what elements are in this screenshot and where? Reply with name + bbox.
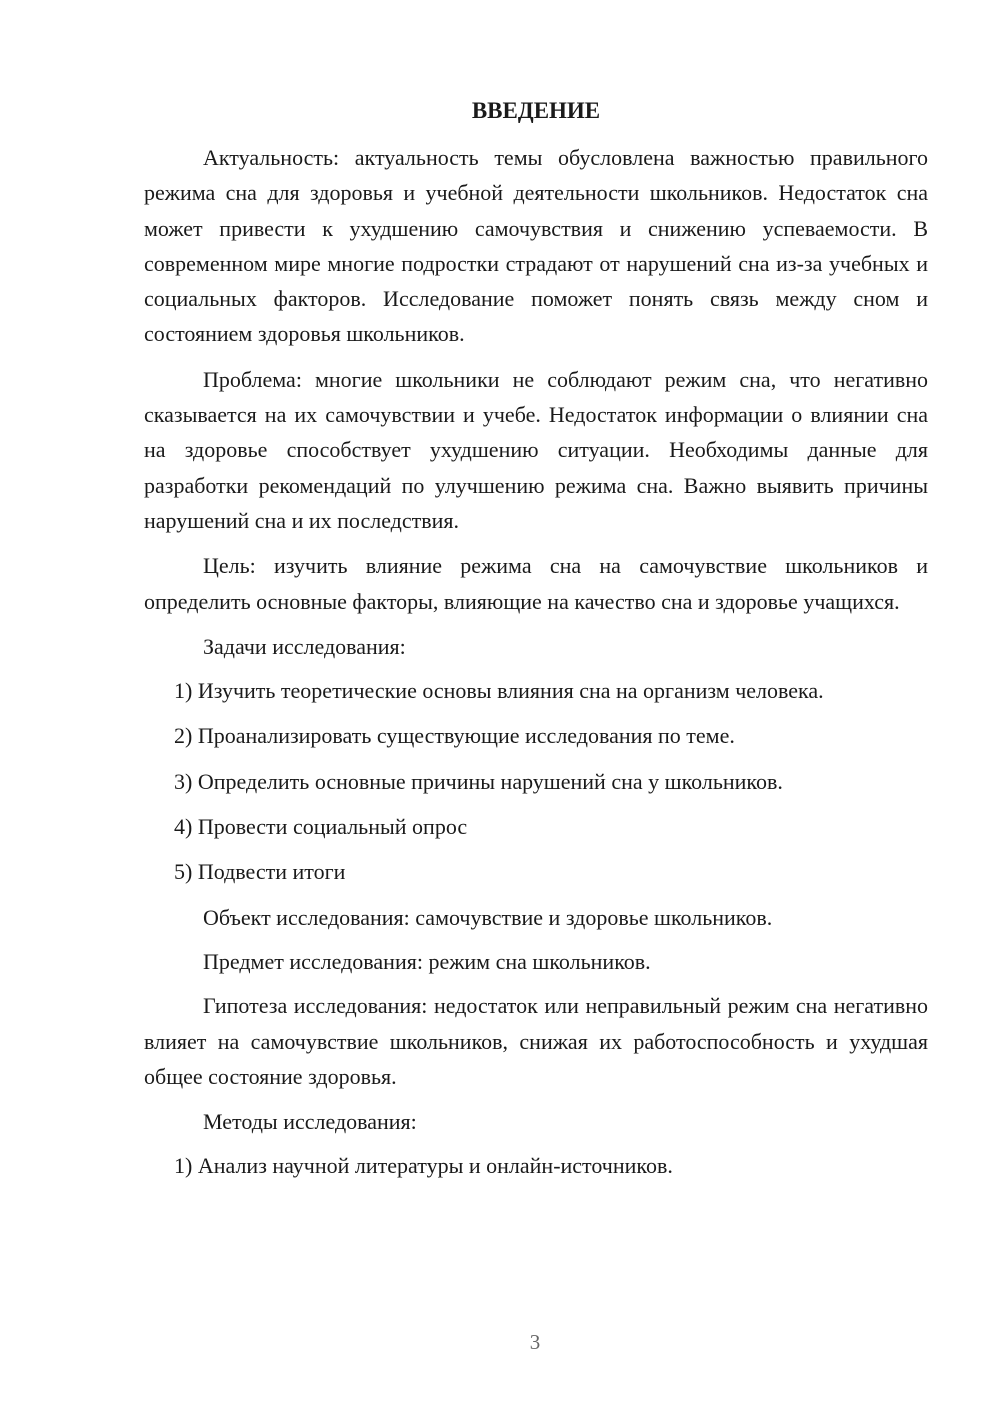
- page-number: 3: [529, 1330, 541, 1354]
- task-item-5: 5) Подвести итоги: [174, 859, 346, 885]
- methods-heading: Методы исследования:: [203, 1109, 417, 1135]
- task-item-3: 3) Определить основные причины нарушений сна у школьников.: [174, 768, 783, 794]
- paragraph-goal: Цель: изучить влияние режима сна на самочувствие школьников и определить основные факторы, влияющие на качество сна и здоровье учащихся.: [144, 553, 928, 614]
- task-item-1: 1) Изучить теоретические основы влияния сна на организм человека.: [174, 678, 824, 704]
- paragraph-object: Объект исследования: самочувствие и здоровье школьников.: [203, 904, 773, 930]
- page-content: [144, 96, 928, 1194]
- task-item-4: 4) Провести социальный опрос: [174, 814, 468, 840]
- section-title: ВВЕДЕНИЕ: [471, 98, 601, 123]
- task-item-2: 2) Проанализировать существующие исследования по теме.: [174, 723, 735, 749]
- paragraph-hypothesis: Гипотеза исследования: недостаток или неправильный режим сна негативно влияет на самочувствие школьников, снижая их работоспособность и ухудшая общее состояние здоровья.: [144, 993, 928, 1089]
- method-item-1: 1) Анализ научной литературы и онлайн-источников.: [174, 1153, 673, 1179]
- tasks-heading: Задачи исследования:: [203, 633, 406, 659]
- paragraph-subject: Предмет исследования: режим сна школьников.: [203, 948, 651, 974]
- paragraph-relevance: Актуальность: актуальность темы обусловлена важностью правильного режима сна для здоровья и учебной деятельности школьников. Недостаток сна может привести к ухудшению самочувствия и снижению успеваемости. В современном мире многие подростки страдают от нарушений сна из-за учебных и социальных факторов. Исследование поможет понять связь между сном и состоянием здоровья школьников.: [144, 145, 928, 347]
- paragraph-problem: Проблема: многие школьники не соблюдают режим сна, что негативно сказывается на их самочувствии и учебе. Недостаток информации о влиянии сна на здоровье способствует ухудшению ситуации. Необходимы данные для разработки рекомендаций по улучшению режима сна. Важно выявить причины нарушений сна и их последствия.: [144, 366, 928, 533]
